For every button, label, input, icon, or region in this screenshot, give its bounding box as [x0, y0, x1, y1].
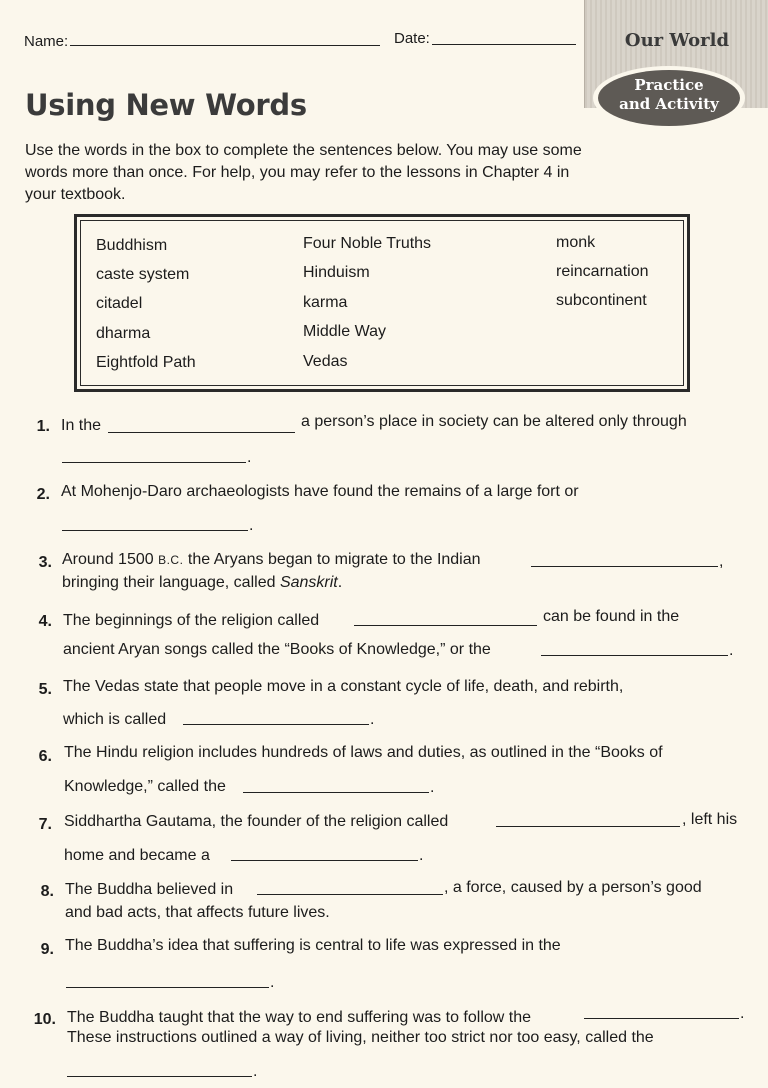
instructions — [25, 140, 665, 206]
word-middle-way: Middle Way — [303, 323, 386, 340]
word-dharma: dharma — [96, 325, 151, 342]
q4-text-start: The beginnings of the religion called — [63, 612, 320, 629]
word-four-noble-truths: Four Noble Truths — [303, 235, 432, 252]
q3-text-mid: the Aryans began to migrate to the Indian — [187, 551, 481, 568]
q3-text-end: bringing their language, called — [62, 574, 276, 591]
q10-period-2: . — [253, 1063, 258, 1080]
instructions-line-2: words more than once. For help, you may refer to the lessons in Chapter 4 in — [25, 164, 570, 181]
q5-period: . — [370, 711, 375, 728]
q1-blank-2[interactable] — [62, 462, 246, 463]
q4-blank-1[interactable] — [354, 625, 537, 626]
q9-period: . — [270, 974, 275, 991]
q5-blank[interactable] — [183, 724, 369, 725]
q9-text: The Buddha’s idea that suffering is central to life was expressed in the — [65, 937, 561, 954]
word-subcontinent: subcontinent — [556, 292, 647, 309]
q3-blank[interactable] — [531, 566, 718, 567]
word-vedas: Vedas — [303, 353, 348, 370]
word-eightfold-path: Eightfold Path — [96, 354, 196, 371]
word-monk: monk — [556, 234, 596, 251]
q6-number: 6. — [38, 748, 52, 765]
q7-blank-1[interactable] — [496, 826, 680, 827]
q8-number: 8. — [40, 883, 54, 900]
q2-number: 2. — [36, 486, 50, 503]
q3-bc: B.C. — [158, 553, 184, 567]
q6-blank[interactable] — [243, 792, 429, 793]
q4-period: . — [729, 642, 734, 659]
word-hinduism: Hinduism — [303, 264, 370, 281]
word-karma: karma — [303, 294, 348, 311]
instructions-line-3: your textbook. — [25, 186, 126, 203]
q3-period: . — [337, 574, 343, 591]
word-reincarnation: reincarnation — [556, 263, 649, 280]
word-caste-system: caste system — [96, 266, 190, 283]
q5-text-line2: which is called — [63, 711, 167, 728]
q5-text: The Vedas state that people move in a constant cycle of life, death, and rebirth, — [63, 678, 624, 695]
q3-text — [62, 551, 481, 569]
q8-blank[interactable] — [257, 894, 443, 895]
q5-number: 5. — [38, 681, 52, 698]
q7-number: 7. — [38, 816, 52, 833]
q8-text-mid: , a force, caused by a person’s good — [444, 879, 702, 896]
q8-text-line2: and bad acts, that affects future lives. — [65, 904, 330, 921]
q9-blank[interactable] — [66, 987, 269, 988]
q3-number: 3. — [38, 554, 52, 571]
q2-blank[interactable] — [62, 530, 248, 531]
date-label: Date: — [394, 30, 430, 47]
q1-number: 1. — [36, 418, 50, 435]
q10-number: 10. — [33, 1011, 56, 1028]
q1-text-start: In the — [61, 417, 102, 434]
q10-text-line2: These instructions outlined a way of living, neither too strict nor too easy, called the — [67, 1029, 654, 1046]
q6-text-line2: Knowledge,” called the — [64, 778, 226, 795]
q3-comma: , — [719, 553, 724, 570]
q1-blank-1[interactable] — [108, 432, 295, 433]
q10-blank-1[interactable] — [584, 1018, 739, 1019]
q2-text: At Mohenjo-Daro archaeologists have found the remains of a large fort or — [61, 483, 579, 500]
q10-period-1: . — [740, 1005, 745, 1022]
q2-period: . — [249, 517, 254, 534]
q7-blank-2[interactable] — [231, 860, 418, 861]
q3-text-line2 — [62, 574, 342, 592]
q1-period: . — [247, 449, 252, 466]
instructions-line-1: Use the words in the box to complete the sentences below. You may use some — [25, 142, 582, 159]
q7-text-start: Siddhartha Gautama, the founder of the religion called — [64, 813, 449, 830]
q9-number: 9. — [40, 941, 54, 958]
q4-text-mid: can be found in the — [543, 608, 680, 625]
name-label: Name: — [24, 33, 69, 50]
name-field[interactable] — [70, 45, 380, 46]
page-title: Using New Words — [25, 88, 307, 122]
word-citadel: citadel — [96, 295, 143, 312]
q10-blank-2[interactable] — [67, 1076, 252, 1077]
word-buddhism: Buddhism — [96, 237, 168, 254]
q3-text-start: Around 1500 — [62, 551, 154, 568]
series-title: Our World — [624, 30, 730, 51]
q7-text-line2: home and became a — [64, 847, 210, 864]
q6-period: . — [430, 779, 435, 796]
q7-text-mid: , left his — [682, 811, 738, 828]
q6-text: The Hindu religion includes hundreds of laws and duties, as outlined in the “Books of — [64, 744, 663, 761]
q1-text-mid: a person’s place in society can be altered only through — [301, 413, 687, 430]
q4-number: 4. — [38, 613, 52, 630]
q3-italic-term: Sanskrit — [279, 574, 338, 591]
badge-line-1: Practice — [634, 76, 704, 94]
q7-period: . — [419, 847, 424, 864]
q10-text-start: The Buddha taught that the way to end suffering was to follow the — [67, 1009, 532, 1026]
q4-text-line2: ancient Aryan songs called the “Books of Knowledge,” or the — [63, 641, 491, 658]
badge-line-2: and Activity — [619, 95, 719, 113]
badge-text — [598, 76, 740, 114]
q8-text-start: The Buddha believed in — [65, 881, 234, 898]
date-field[interactable] — [432, 44, 576, 45]
q4-blank-2[interactable] — [541, 655, 728, 656]
